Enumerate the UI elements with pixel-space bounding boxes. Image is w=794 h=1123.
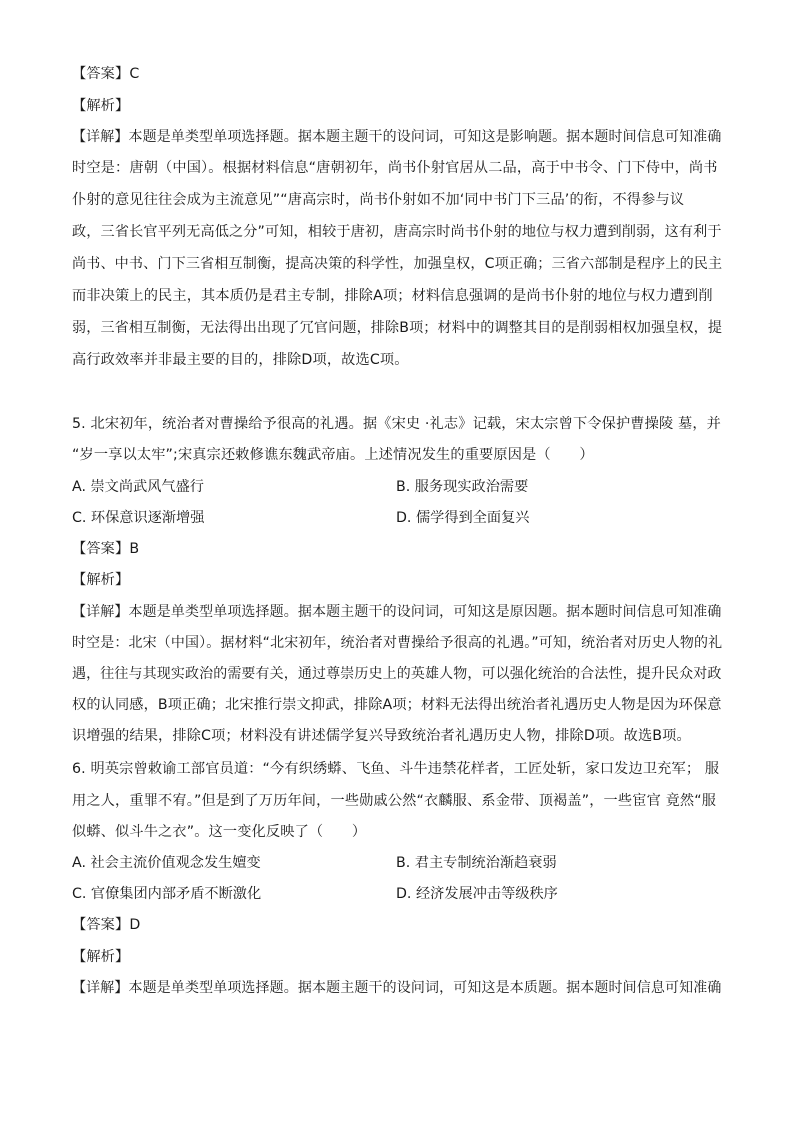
q5-detail-line: 【详解】本题是单类型单项选择题。据本题主题干的设问词，可知这是原因题。据本题时间信息可知准确 [72, 604, 722, 620]
q4-detail-line: 仆射的意见往往会成为主流意见”“唐高宗时，尚书仆射如不加‘同中书门下三品’的衔，不得参与议 [72, 192, 685, 208]
q6-stem-line: 似蟒、似斗牛之衣”。这一变化反映了（ ） [72, 824, 367, 840]
q5-detail-line: 识增强的结果，排除C项；材料没有讲述儒学复兴导致统治者礼遇历史人物，排除D项。故选B项。 [72, 728, 691, 744]
q5-analysis-label: 【解析】 [72, 572, 130, 588]
q5-option-d: D. 儒学得到全面复兴 [396, 510, 530, 526]
q5-option-a: A. 崇文尚武风气盛行 [72, 479, 204, 495]
q4-analysis-label: 【解析】 [72, 98, 130, 114]
q5-detail-line: 权的认同感，B项正确；北宋推行崇文抑武，排除A项；材料无法得出统治者礼遇历史人物是因为环保意 [72, 697, 722, 713]
q4-detail-line: 时空是：唐朝（中国）。根据材料信息“唐朝初年，尚书仆射官居从二品，高于中书令、门下侍中，尚书 [72, 160, 718, 176]
q6-analysis-label: 【解析】 [72, 949, 130, 965]
q5-option-b: B. 服务现实政治需要 [396, 479, 529, 495]
q6-stem-line: 6. 明英宗曾敕谕工部官员道：“今有织绣蟒、飞鱼、斗牛违禁花样者，工匠处斩，家口发边卫充军； 服 [72, 761, 720, 777]
q5-answer: 【答案】B [72, 541, 140, 557]
q5-detail-line: 时空是：北宋（中国）。据材料“北宋初年，统治者对曹操给予很高的礼遇。”可知，统治者对历史人物的礼 [72, 635, 723, 651]
q4-detail-line: 尚书、中书、门下三省相互制衡，提高决策的科学性，加强皇权，C项正确；三省六部制是程序上的民主 [72, 256, 723, 272]
q5-detail-line: 遇，往往与其现实政治的需要有关，通过尊崇历史上的英雄人物，可以强化统治的合法性，提升民众对政 [72, 666, 722, 682]
q5-stem-line: “岁一享以太牢”;宋真宗还敕修谯东魏武帝庙。上述情况发生的重要原因是（ ） [72, 447, 594, 463]
q4-answer: 【答案】C [72, 66, 140, 82]
q6-detail-line: 【详解】本题是单类型单项选择题。据本题主题干的设问词，可知这是本质题。据本题时间信息可知准确 [72, 980, 722, 996]
q4-detail-line: 政，三省长官平列无高低之分”可知，相较于唐初，唐高宗时尚书仆射的地位与权力遭到削弱，这有利于 [72, 224, 722, 240]
q6-option-c: C. 官僚集团内部矛盾不断激化 [72, 886, 262, 902]
q4-detail-line: 弱，三省相互制衡，无法得出出现了冗官问题，排除B项；材料中的调整其目的是削弱相权加强皇权，提 [72, 320, 723, 336]
q5-stem-line: 5. 北宋初年，统治者对曹操给予很高的礼遇。据《宋史 ·礼志》记载，宋太宗曾下令保护曹操陵 墓，并 [72, 416, 721, 432]
q6-stem-line: 用之人，重罪不宥。”但是到了万历年间，一些勋戚公然“衣麟服、系金带、顶褐盖”，一些宦官 竟然“服 [72, 793, 717, 809]
q6-option-a: A. 社会主流价值观念发生嬗变 [72, 855, 261, 871]
q4-detail-line: 而非决策上的民主，其本质仍是君主专制，排除A项；材料信息强调的是尚书仆射的地位与权力遭到削 [72, 288, 713, 304]
q4-detail-line: 高行政效率并非最主要的目的，排除D项，故选C项。 [72, 352, 409, 368]
q5-option-c: C. 环保意识逐渐增强 [72, 510, 205, 526]
q6-option-b: B. 君主专制统治渐趋衰弱 [396, 855, 557, 871]
q6-option-d: D. 经济发展冲击等级秩序 [396, 886, 558, 902]
q6-answer: 【答案】D [72, 917, 141, 933]
q4-detail-line: 【详解】本题是单类型单项选择题。据本题主题干的设问词，可知这是影响题。据本题时间信息可知准确 [72, 129, 722, 145]
